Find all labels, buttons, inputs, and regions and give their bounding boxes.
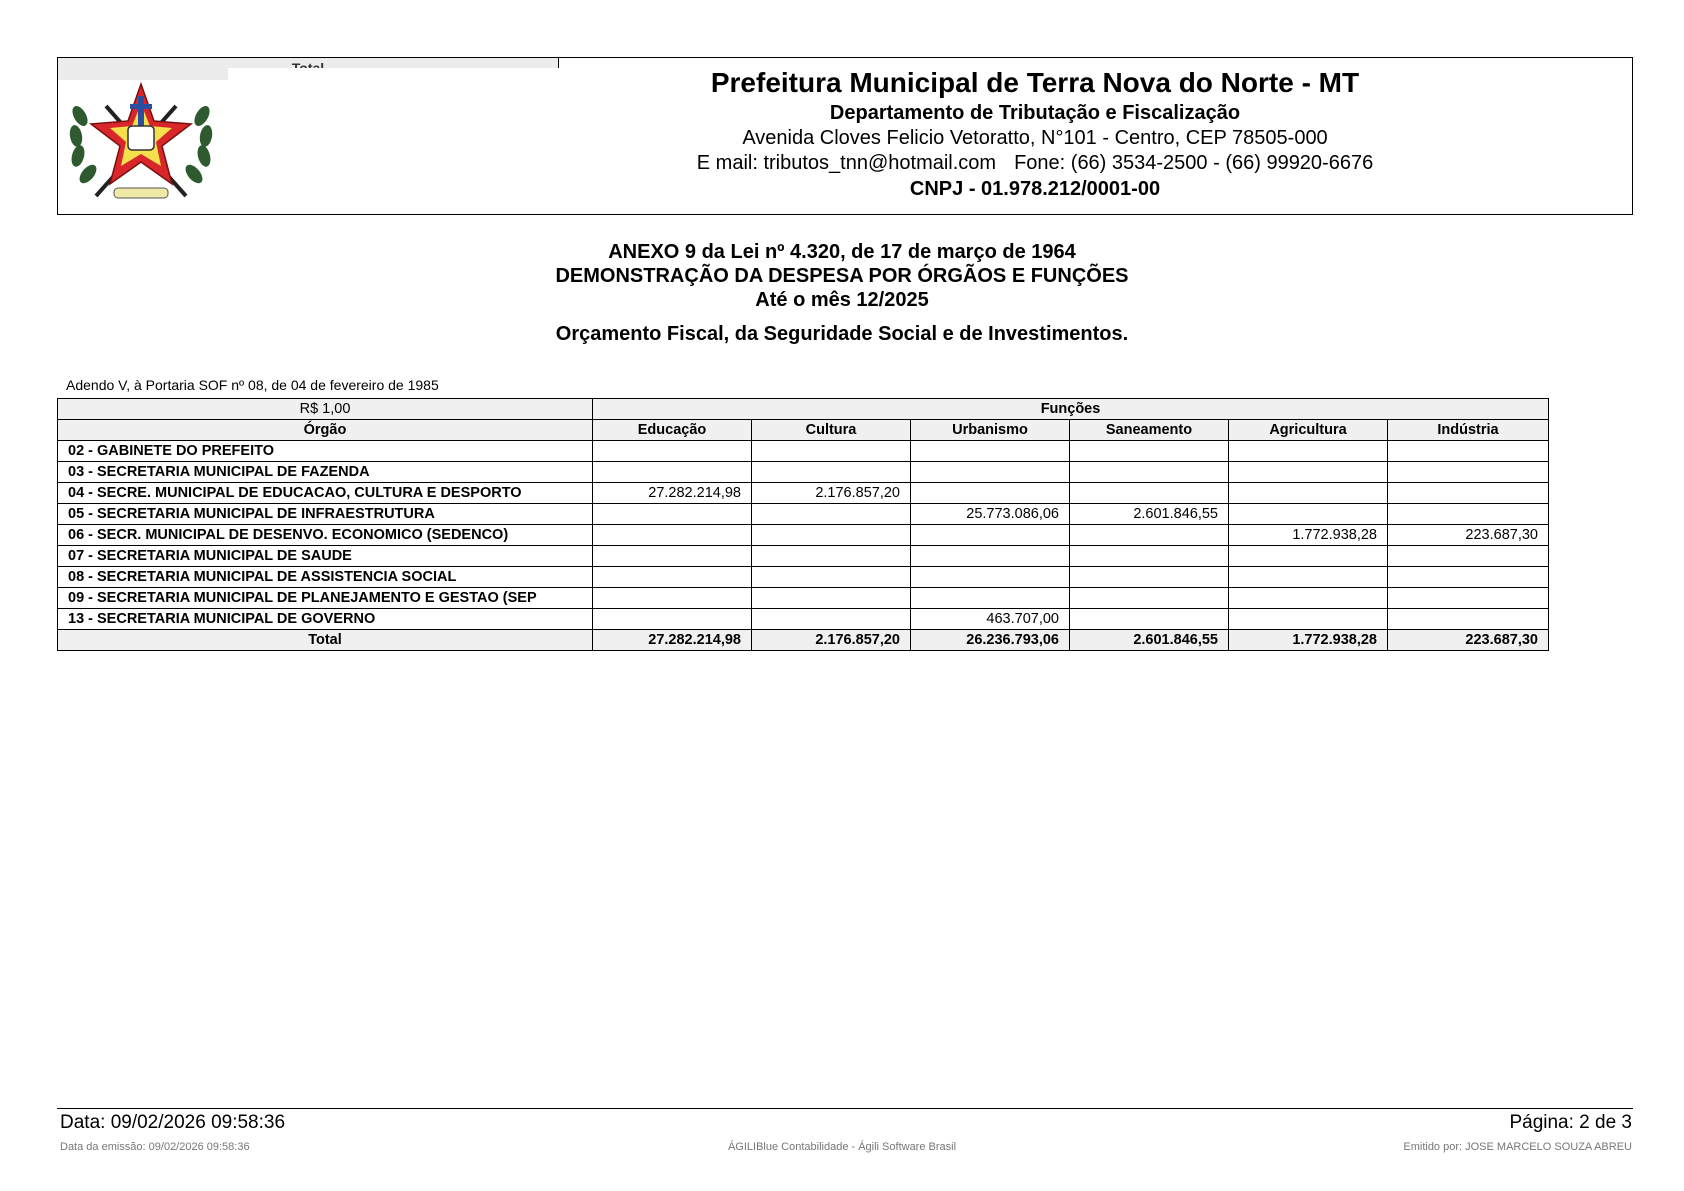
value-cell: 1.772.938,28 — [1229, 525, 1388, 546]
table-row — [58, 441, 1549, 462]
value-cell — [593, 588, 752, 609]
value-cell — [1229, 546, 1388, 567]
value-cell — [911, 462, 1070, 483]
value-cell — [911, 441, 1070, 462]
value-cell: 2.176.857,20 — [752, 483, 911, 504]
department-name: Departamento de Tributação e Fiscalização — [829, 102, 1241, 124]
value-cell: 2.601.846,55 — [1070, 504, 1229, 525]
table-row — [58, 504, 1549, 525]
page-number: Página: 2 de 3 — [1509, 1112, 1632, 1133]
value-cell — [752, 609, 911, 630]
value-cell — [1229, 588, 1388, 609]
org-cell: 07 - SECRETARIA MUNICIPAL DE SAUDE — [58, 546, 593, 567]
report-name: DEMONSTRAÇÃO DA DESPESA POR ÓRGÃOS E FUNÇÕES — [555, 265, 1129, 287]
total-value-cell: 26.236.793,06 — [911, 630, 1070, 651]
value-cell — [1388, 588, 1549, 609]
value-cell — [1388, 504, 1549, 525]
total-value-cell: 2.601.846,55 — [1070, 630, 1229, 651]
table-row — [58, 546, 1549, 567]
value-cell — [752, 567, 911, 588]
value-cell — [1070, 588, 1229, 609]
value-cell — [593, 609, 752, 630]
value-cell — [1070, 546, 1229, 567]
value-cell — [1070, 462, 1229, 483]
value-cell — [1388, 609, 1549, 630]
value-cell — [593, 567, 752, 588]
column-header: Educação — [593, 420, 752, 441]
report-law: ANEXO 9 da Lei nº 4.320, de 17 de março de 1964 — [608, 241, 1076, 263]
column-header: Cultura — [752, 420, 911, 441]
phone: Fone: (66) 3534-2500 - (66) 99920-6676 — [1014, 152, 1374, 174]
org-cell: 02 - GABINETE DO PREFEITO — [58, 441, 593, 462]
value-cell — [1070, 609, 1229, 630]
value-cell: 223.687,30 — [1388, 525, 1549, 546]
report-titles — [0, 240, 1684, 346]
value-cell — [593, 504, 752, 525]
value-cell — [593, 462, 752, 483]
value-cell — [752, 546, 911, 567]
total-value-cell: 223.687,30 — [1388, 630, 1549, 651]
emission-date: Data da emissão: 09/02/2026 09:58:36 — [60, 1141, 250, 1153]
value-cell — [1229, 462, 1388, 483]
org-cell: 09 - SECRETARIA MUNICIPAL DE PLANEJAMENTO E GESTAO (SEP — [58, 588, 593, 609]
email: E mail: tributos_tnn@hotmail.com — [696, 152, 997, 174]
value-cell — [1388, 462, 1549, 483]
org-cell: 06 - SECR. MUNICIPAL DE DESENVO. ECONOMICO (SEDENCO) — [58, 525, 593, 546]
value-cell: 463.707,00 — [911, 609, 1070, 630]
value-cell — [911, 546, 1070, 567]
cnpj: CNPJ - 01.978.212/0001-00 — [909, 178, 1161, 200]
table-row — [58, 525, 1549, 546]
org-cell: 05 - SECRETARIA MUNICIPAL DE INFRAESTRUTURA — [58, 504, 593, 525]
table-row — [58, 462, 1549, 483]
issuer: Emitido por: JOSE MARCELO SOUZA ABREU — [1403, 1141, 1632, 1153]
value-cell — [1388, 441, 1549, 462]
total-value-cell: 27.282.214,98 — [593, 630, 752, 651]
org-cell: 08 - SECRETARIA MUNICIPAL DE ASSISTENCIA SOCIAL — [58, 567, 593, 588]
value-cell — [1229, 483, 1388, 504]
value-cell — [752, 525, 911, 546]
total-row — [58, 630, 1549, 651]
letterhead — [57, 57, 1633, 215]
value-cell — [1388, 483, 1549, 504]
report-subtitle: Orçamento Fiscal, da Seguridade Social e de Investimentos. — [555, 323, 1129, 345]
footer-divider — [57, 1108, 1633, 1109]
value-cell — [911, 588, 1070, 609]
value-cell — [1070, 441, 1229, 462]
functions-header: Funções — [593, 399, 1549, 420]
value-cell — [1229, 504, 1388, 525]
org-cell: 03 - SECRETARIA MUNICIPAL DE FAZENDA — [58, 462, 593, 483]
print-date: Data: 09/02/2026 09:58:36 — [60, 1112, 286, 1133]
contact-line — [478, 151, 1592, 176]
table-column-header — [58, 420, 1549, 441]
value-cell — [911, 567, 1070, 588]
total-value-cell: 2.176.857,20 — [752, 630, 911, 651]
address: Avenida Cloves Felicio Vetoratto, N°101 - Centro, CEP 78505-000 — [742, 127, 1328, 149]
org-header: Órgão — [58, 420, 593, 441]
software-credit: ÁGILIBlue Contabilidade - Ágili Software Brasil — [727, 1141, 957, 1153]
value-cell — [593, 546, 752, 567]
value-cell — [752, 441, 911, 462]
expense-table — [57, 398, 1549, 651]
table-row — [58, 483, 1549, 504]
value-cell — [752, 462, 911, 483]
org-cell: 04 - SECRE. MUNICIPAL DE EDUCACAO, CULTURA E DESPORTO — [58, 483, 593, 504]
column-header: Indústria — [1388, 420, 1549, 441]
value-cell — [1070, 567, 1229, 588]
total-label: Total — [58, 630, 593, 651]
value-cell — [1229, 609, 1388, 630]
value-cell — [1070, 483, 1229, 504]
value-cell — [593, 525, 752, 546]
org-cell: 13 - SECRETARIA MUNICIPAL DE GOVERNO — [58, 609, 593, 630]
column-header: Agricultura — [1229, 420, 1388, 441]
municipal-coat-of-arms-icon — [66, 76, 216, 206]
municipality-title: Prefeitura Municipal de Terra Nova do Norte - MT — [710, 67, 1360, 98]
value-cell — [752, 504, 911, 525]
value-cell — [911, 525, 1070, 546]
value-cell — [593, 441, 752, 462]
value-cell — [1070, 525, 1229, 546]
table-row — [58, 567, 1549, 588]
value-cell: 27.282.214,98 — [593, 483, 752, 504]
column-header: Urbanismo — [911, 420, 1070, 441]
total-value-cell: 1.772.938,28 — [1229, 630, 1388, 651]
adendo-note: Adendo V, à Portaria SOF nº 08, de 04 de fevereiro de 1985 — [66, 377, 439, 393]
unit-header: R$ 1,00 — [58, 399, 593, 420]
value-cell: 25.773.086,06 — [911, 504, 1070, 525]
value-cell — [752, 588, 911, 609]
column-header: Saneamento — [1070, 420, 1229, 441]
table-row — [58, 588, 1549, 609]
value-cell — [1388, 567, 1549, 588]
value-cell — [1229, 441, 1388, 462]
table-row — [58, 609, 1549, 630]
value-cell — [911, 483, 1070, 504]
value-cell — [1388, 546, 1549, 567]
value-cell — [1229, 567, 1388, 588]
table-group-header — [58, 399, 1549, 420]
report-period: Até o mês 12/2025 — [755, 289, 929, 311]
